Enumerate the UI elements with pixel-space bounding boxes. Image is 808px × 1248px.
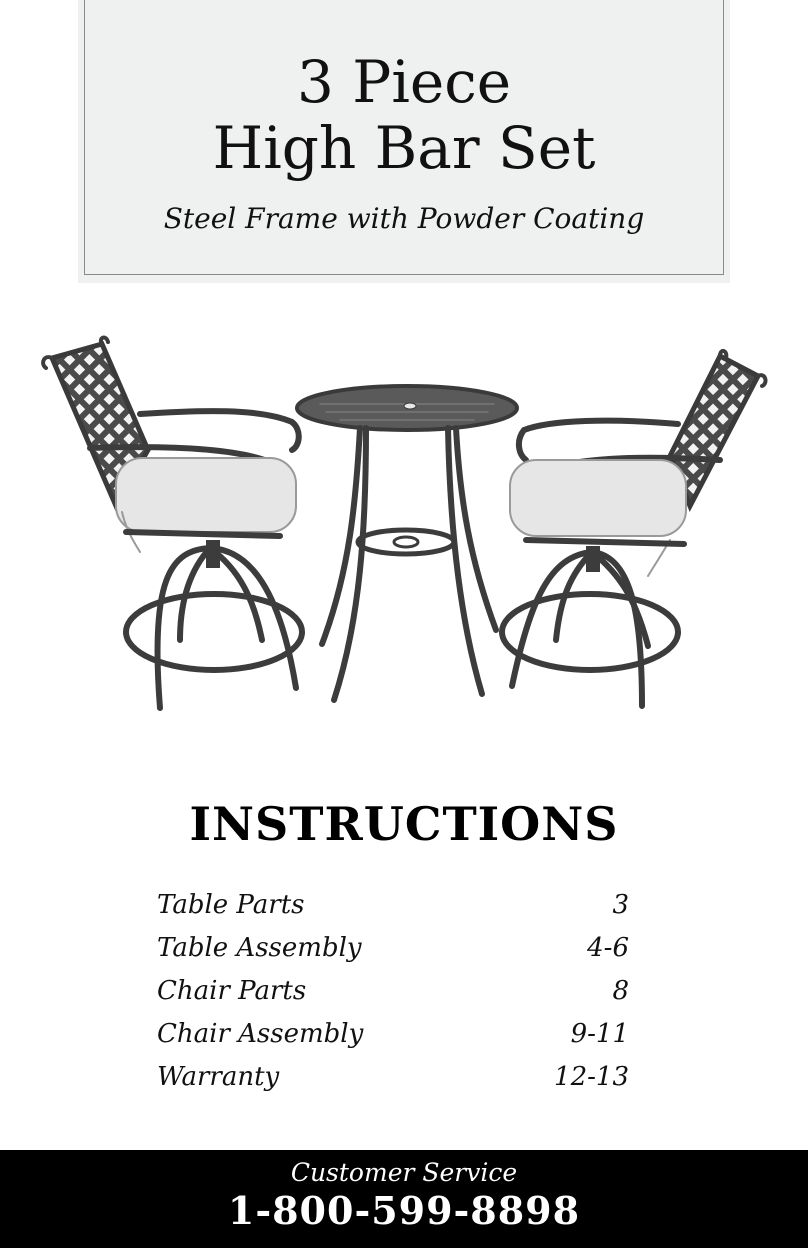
toc-label: Table Assembly [157,933,362,963]
toc-row [157,970,629,1013]
table-of-contents [157,884,629,1099]
right-chair [502,351,765,706]
toc-row [157,927,629,970]
toc-label: Chair Parts [157,976,307,1006]
subtitle: Steel Frame with Powder Coating [163,202,645,235]
title-panel [78,0,730,283]
bar-table [297,386,517,700]
left-chair [43,338,302,708]
toc-label: Table Parts [157,890,305,920]
toc-row [157,1013,629,1056]
instructions-heading: INSTRUCTIONS [189,797,619,851]
customer-service-footer [0,1150,808,1248]
customer-service-label: Customer Service [290,1158,518,1187]
toc-row [157,1056,629,1099]
toc-page: 12-13 [554,1062,629,1092]
title-line-2: High Bar Set [212,114,596,182]
toc-page: 4-6 [587,933,629,963]
customer-service-phone: 1-800-599-8898 [227,1188,581,1233]
title-line-1: 3 Piece [296,48,512,116]
bar-set-illustration [30,330,780,730]
toc-page: 3 [612,890,629,920]
toc-label: Warranty [157,1062,280,1092]
toc-page: 8 [612,976,629,1006]
title-panel-border [84,0,724,275]
toc-page: 9-11 [570,1019,629,1049]
toc-label: Chair Assembly [157,1019,364,1049]
toc-row [157,884,629,927]
